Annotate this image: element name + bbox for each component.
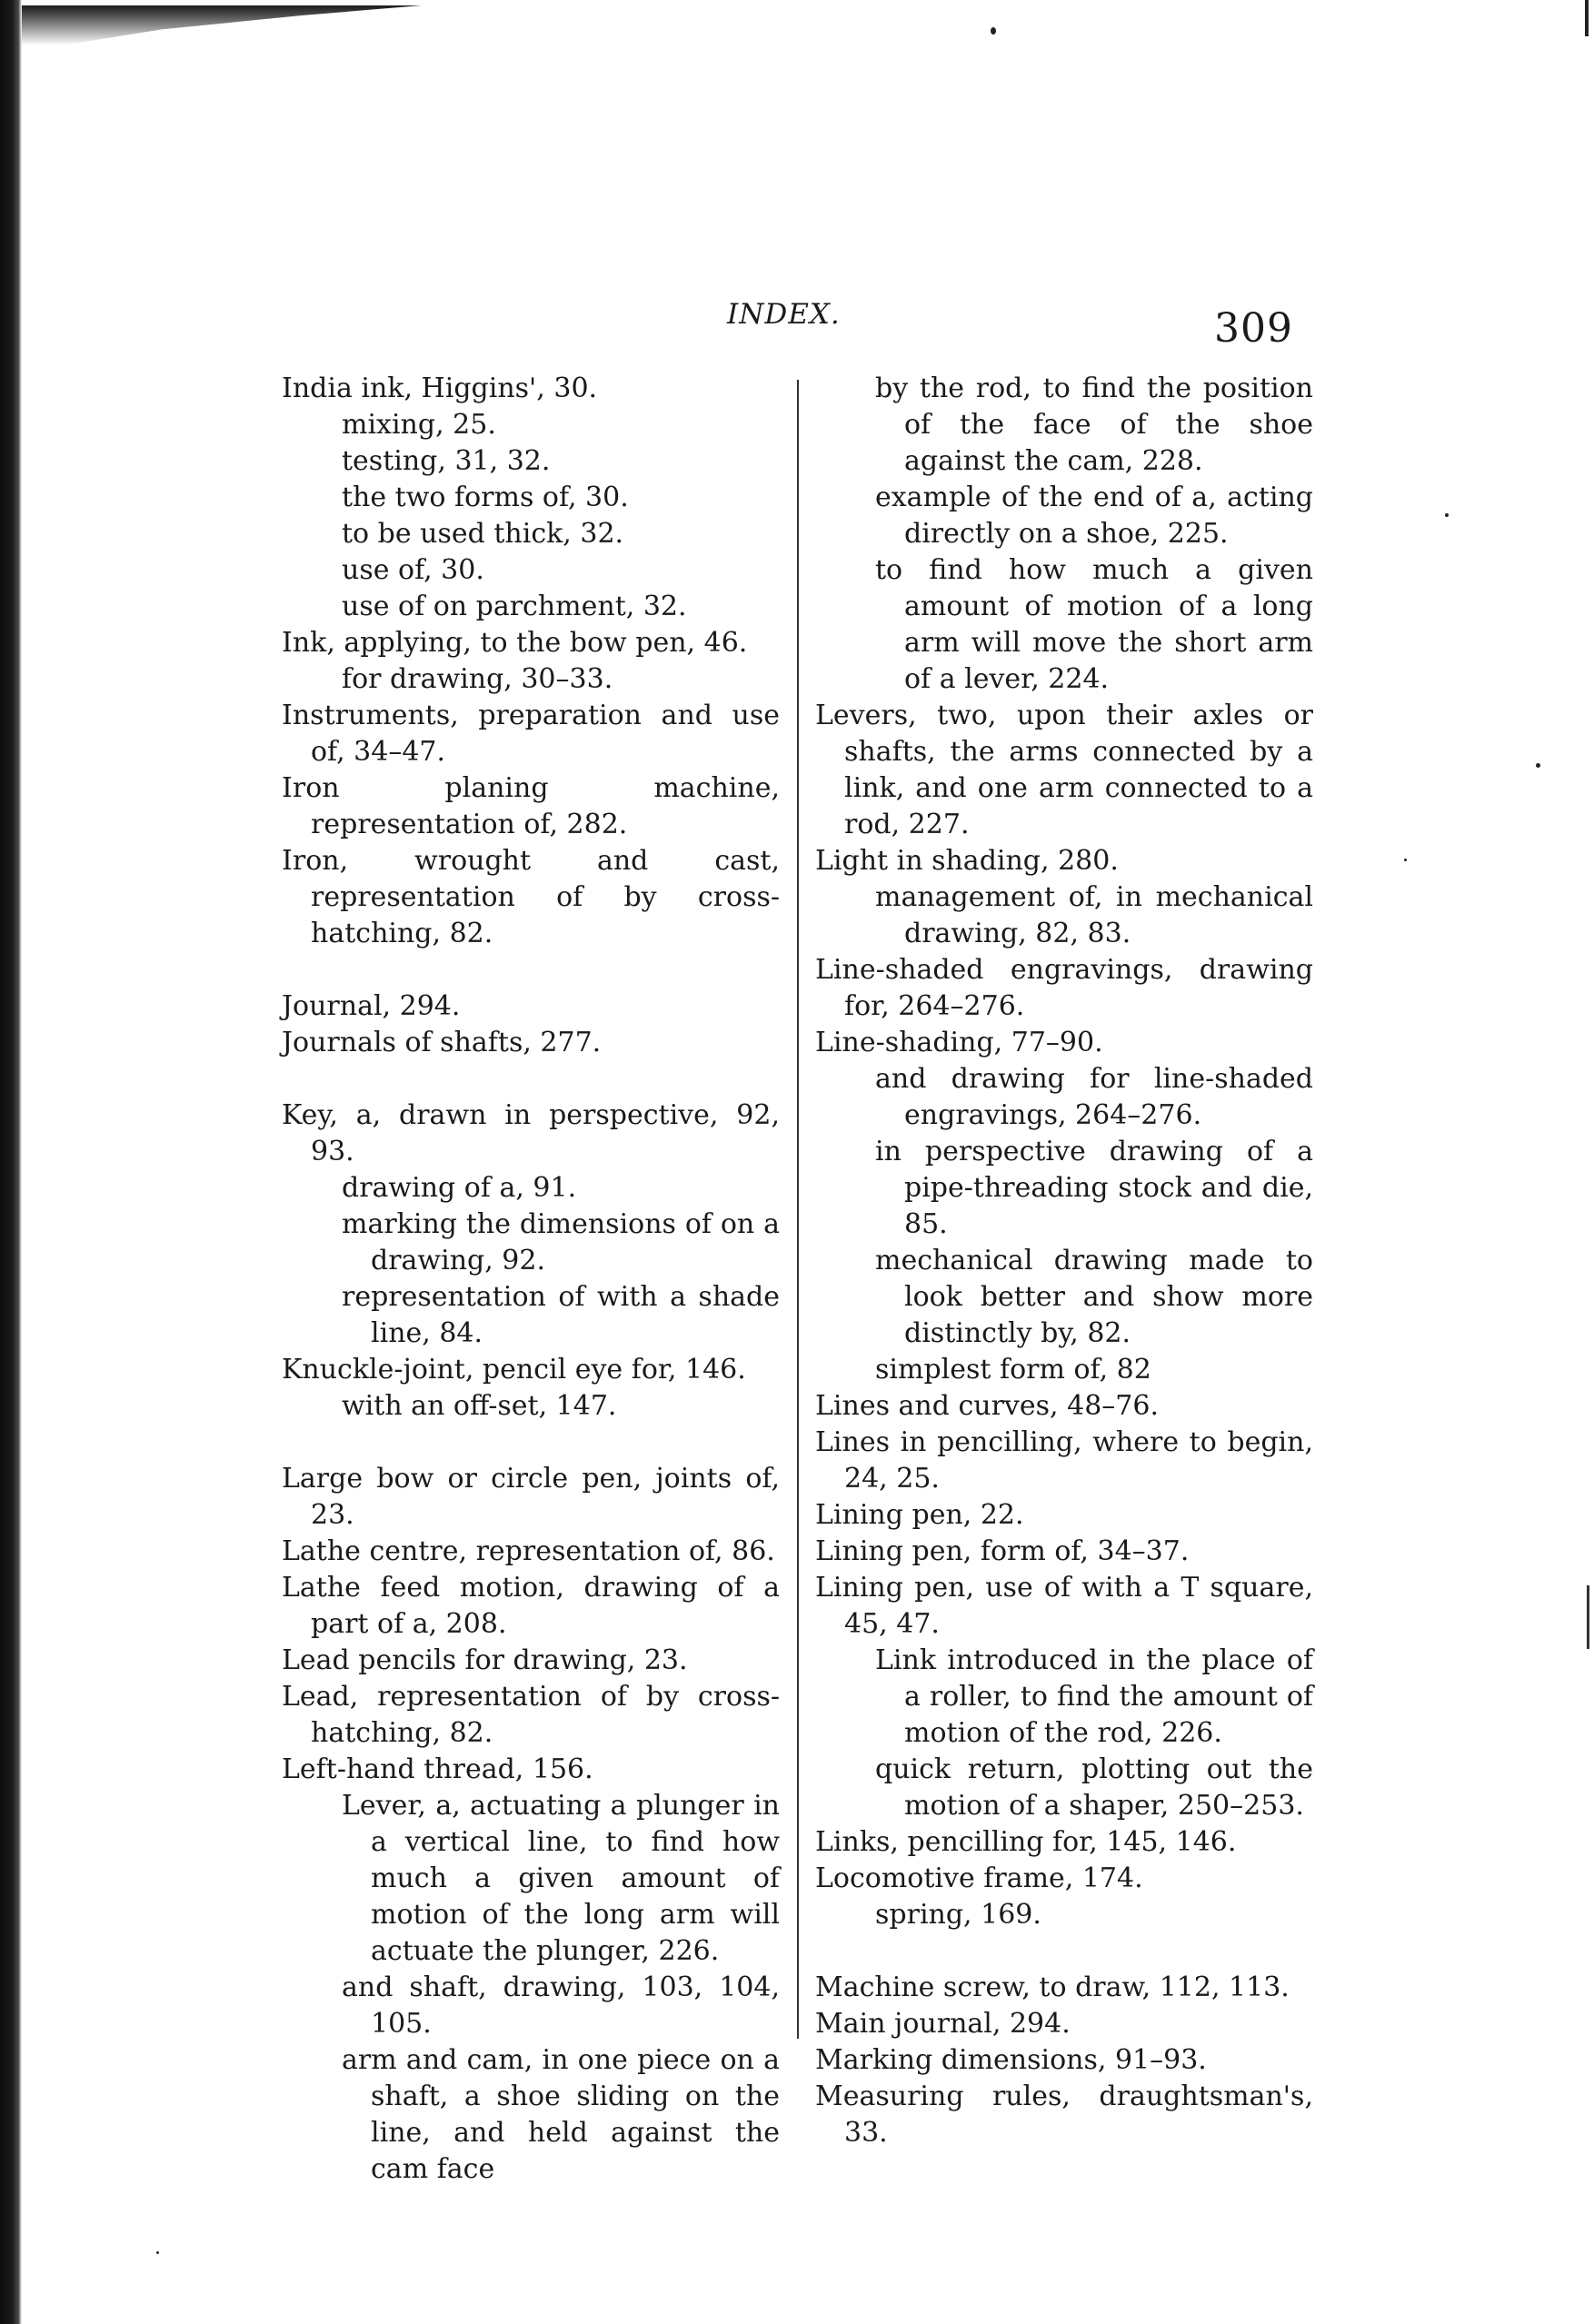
index-entry: Lining pen, form of, 34–37. xyxy=(815,1535,1190,1567)
index-entry: Lead, representation of by cross-hatching, 82. xyxy=(282,1681,780,1749)
index-entry: Link introduced in the place of a roller, to find the amount of motion of the rod, 226. xyxy=(875,1644,1313,1749)
index-subentry: quick return, plotting out the motion of a shaper, 250–253. xyxy=(875,1753,1313,1822)
index-subentry: for drawing, 30–33. xyxy=(342,663,613,695)
index-entry: Levers, two, upon their axles or shafts, the arms connected by a link, and one arm connected to a rod, 227. xyxy=(815,700,1313,840)
letter-group-gap xyxy=(815,1933,1313,1970)
index-subentry: arm and cam, in one piece on a shaft, a shoe sliding on the line, and held against the cam face xyxy=(342,2044,780,2185)
scan-mark-right-lower xyxy=(1587,1585,1589,1649)
letter-group-gap xyxy=(282,1425,780,1461)
index-entry: Lines in pencilling, where to begin, 24, 25. xyxy=(815,1426,1313,1495)
index-entry: Locomotive frame, 174. xyxy=(815,1862,1143,1894)
index-column-left xyxy=(282,371,780,2188)
index-subentry: to find how much a given amount of motion of a long arm will move the short arm of a lever, 224. xyxy=(875,554,1313,695)
index-entry: Main journal, 294. xyxy=(815,2008,1071,2040)
page-number: 309 xyxy=(1214,305,1293,352)
index-column-right xyxy=(815,371,1313,2151)
index-entry: Lathe feed motion, drawing of a part of a, 208. xyxy=(282,1572,780,1640)
index-subentry: example of the end of a, acting directly on a shoe, 225. xyxy=(875,482,1313,550)
ink-speck xyxy=(991,27,996,35)
index-subentry: use of on parchment, 32. xyxy=(342,591,687,622)
ink-speck xyxy=(1404,859,1407,861)
letter-group-gap xyxy=(282,952,780,988)
scan-smudge-top xyxy=(22,5,422,45)
index-subentry: representation of with a shade line, 84. xyxy=(342,1281,780,1349)
index-continuation: by the rod, to find the position of the face of the shoe against the cam, 228. xyxy=(875,372,1313,477)
index-entry: Line-shading, 77–90. xyxy=(815,1027,1103,1058)
index-entry: Lining pen, use of with a T square, 45, 47. xyxy=(815,1572,1313,1640)
index-subentry: testing, 31, 32. xyxy=(342,445,551,477)
index-subentry: mixing, 25. xyxy=(342,409,496,441)
index-entry: Lining pen, 22. xyxy=(815,1499,1024,1531)
index-subentry: management of, in mechanical drawing, 82, 83. xyxy=(875,881,1313,949)
index-entry: Journals of shafts, 277. xyxy=(282,1027,602,1058)
index-entry: Journal, 294. xyxy=(282,990,461,1022)
column-divider xyxy=(797,380,799,2039)
letter-group-gap xyxy=(282,1061,780,1097)
index-entry: Lever, a, actuating a plunger in a vertical line, to find how much a given amount of motion of the long arm will actuate the plunger, 226. xyxy=(342,1790,780,1967)
index-entry: Links, pencilling for, 145, 146. xyxy=(815,1826,1237,1858)
index-entry: Key, a, drawn in perspective, 92, 93. xyxy=(282,1099,780,1167)
index-entry: Iron, wrought and cast, representation of by cross-hatching, 82. xyxy=(282,845,780,949)
index-entry: Marking dimensions, 91–93. xyxy=(815,2044,1207,2076)
index-entry: Lead pencils for drawing, 23. xyxy=(282,1644,688,1676)
index-subentry: use of, 30. xyxy=(342,554,484,586)
index-entry: Lines and curves, 48–76. xyxy=(815,1390,1159,1422)
index-subentry: spring, 169. xyxy=(875,1899,1041,1931)
index-subentry: to be used thick, 32. xyxy=(342,518,624,550)
index-entry: Ink, applying, to the bow pen, 46. xyxy=(282,627,748,659)
index-subentry: in perspective drawing of a pipe-threading stock and die, 85. xyxy=(875,1136,1313,1240)
index-entry: Large bow or circle pen, joints of, 23. xyxy=(282,1463,780,1531)
index-subentry: mechanical drawing made to look better and show more distinctly by, 82. xyxy=(875,1245,1313,1349)
index-entry: Iron planing machine, representation of, 282. xyxy=(282,772,780,840)
index-entry: India ink, Higgins', 30. xyxy=(282,372,598,404)
index-entry: Measuring rules, draughtsman's, 33. xyxy=(815,2081,1313,2149)
index-entry: Machine screw, to draw, 112, 113. xyxy=(815,1971,1290,2003)
index-subentry: and shaft, drawing, 103, 104, 105. xyxy=(342,1971,780,2040)
index-subentry: and drawing for line-shaded engravings, 264–276. xyxy=(875,1063,1313,1131)
ink-speck xyxy=(1536,763,1540,768)
index-entry: Lathe centre, representation of, 86. xyxy=(282,1535,775,1567)
index-subentry: with an off-set, 147. xyxy=(342,1390,617,1422)
index-subentry: simplest form of, 82 xyxy=(875,1354,1151,1385)
index-entry: Left-hand thread, 156. xyxy=(282,1753,593,1785)
index-entry: Light in shading, 280. xyxy=(815,845,1119,877)
index-entry: Knuckle-joint, pencil eye for, 146. xyxy=(282,1354,746,1385)
index-subentry: the two forms of, 30. xyxy=(342,482,629,513)
index-entry: Line-shaded engravings, drawing for, 264–276. xyxy=(815,954,1313,1022)
scan-mark-right xyxy=(1585,0,1589,36)
scan-shadow-left xyxy=(0,0,22,2324)
ink-speck xyxy=(1445,513,1449,517)
index-subentry: drawing of a, 91. xyxy=(342,1172,577,1204)
index-subentry: marking the dimensions of on a drawing, 92. xyxy=(342,1208,780,1276)
ink-speck xyxy=(156,2251,159,2254)
index-entry: Instruments, preparation and use of, 34–47. xyxy=(282,700,780,768)
running-title: INDEX. xyxy=(727,298,841,331)
